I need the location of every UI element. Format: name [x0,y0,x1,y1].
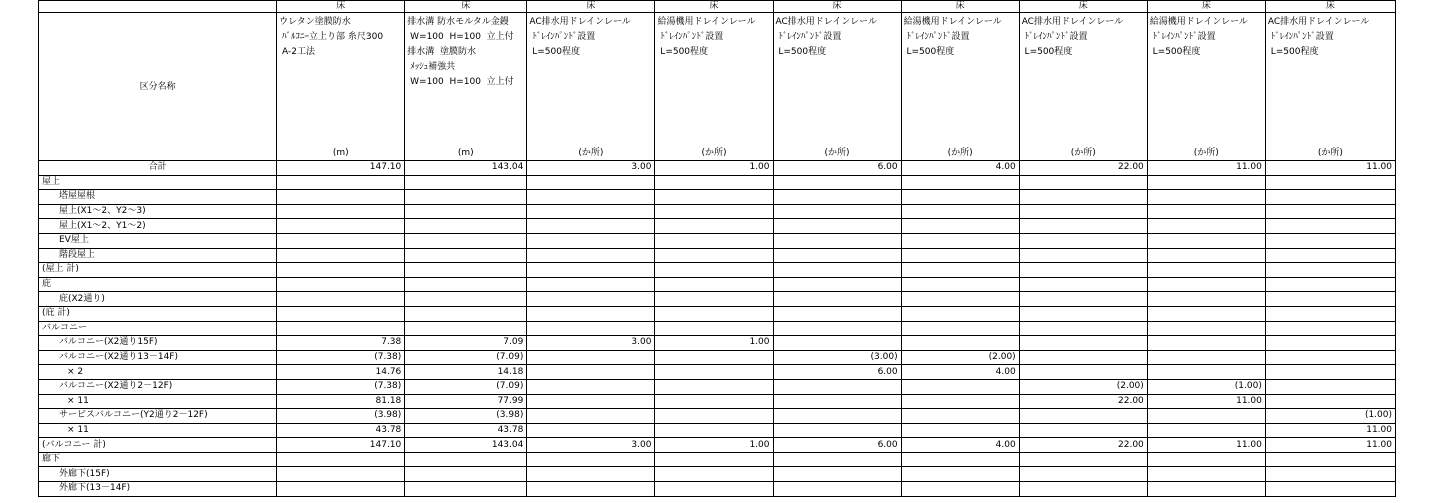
value-cell [277,306,405,321]
table-row [39,350,1396,365]
row-label: EV屋上 [39,233,277,248]
table-row [39,233,1396,248]
row-label: (バルコニー 計) [39,438,277,453]
value-cell: 6.00 [773,365,901,380]
table-row [39,438,1396,453]
value-cell [1019,409,1147,424]
value-cell [277,263,405,278]
header-cell: 床 [901,1,1019,13]
value-cell: 143.04 [405,438,527,453]
value-cell [1019,423,1147,438]
item-unit: (か所) [947,148,973,158]
value-cell [527,365,655,380]
value-cell: 11.00 [1147,438,1265,453]
value-cell [1147,219,1265,234]
value-cell [277,190,405,205]
row-label: 外廊下(13－14F) [39,482,277,497]
value-cell [1019,175,1147,190]
value-cell: 4.00 [901,161,1019,176]
value-cell [901,379,1019,394]
value-cell [901,263,1019,278]
value-cell [1147,423,1265,438]
row-label: 塔屋屋根 [39,190,277,205]
value-cell [1147,467,1265,482]
value-cell [277,482,405,497]
value-cell [1019,306,1147,321]
header-cell: 床 [277,1,405,13]
value-cell: 3.00 [527,336,655,351]
item-unit: (か所) [578,148,604,158]
value-cell [1265,263,1395,278]
value-cell [527,482,655,497]
header-cell: 床 [1265,1,1395,13]
value-cell: 14.18 [405,365,527,380]
value-cell [1019,336,1147,351]
value-cell [773,409,901,424]
table-row [39,365,1396,380]
value-cell [1019,482,1147,497]
value-cell [773,482,901,497]
value-cell [1265,336,1395,351]
item-description: AC排水用ドレインレール ﾄﾞﾚｲﾝﾊﾟﾝﾄﾞ設置 L=500程度 [1267,17,1370,57]
value-cell [901,452,1019,467]
row-label: 屋上(X1～2、Y1～2) [39,219,277,234]
value-cell [1147,292,1265,307]
value-cell [405,306,527,321]
item-description-cell [655,13,773,161]
value-cell [1019,190,1147,205]
row-label: 庇(X2通り) [39,292,277,307]
item-description: 給湯機用ドレインレール ﾄﾞﾚｲﾝﾊﾟﾝﾄﾞ設置 L=500程度 [657,17,756,57]
value-cell [277,321,405,336]
table-row [39,394,1396,409]
value-cell [1147,482,1265,497]
value-cell [527,263,655,278]
item-description-cell [1147,13,1265,161]
value-cell [773,190,901,205]
value-cell [527,379,655,394]
value-cell: 147.10 [277,438,405,453]
value-cell [655,423,773,438]
item-description-cell [277,13,405,161]
value-cell [773,233,901,248]
value-cell [1019,263,1147,278]
table-row [39,482,1396,497]
value-cell [527,233,655,248]
value-cell: 1.00 [655,438,773,453]
value-cell: 22.00 [1019,438,1147,453]
value-cell [655,409,773,424]
value-cell [1147,306,1265,321]
row-label: バルコニー(X2通り13－14F) [39,350,277,365]
value-cell: (7.09) [405,379,527,394]
value-cell [1019,365,1147,380]
value-cell [1147,233,1265,248]
value-cell [655,263,773,278]
row-label: × 11 [39,394,277,409]
value-cell [655,365,773,380]
value-cell [527,292,655,307]
header-cell: 床 [1019,1,1147,13]
value-cell [527,175,655,190]
value-cell [901,423,1019,438]
value-cell [405,467,527,482]
value-cell [773,277,901,292]
value-cell: 81.18 [277,394,405,409]
value-cell [901,394,1019,409]
row-label: 屋上 [39,175,277,190]
value-cell [1147,204,1265,219]
value-cell [655,248,773,263]
value-cell [901,482,1019,497]
value-cell [527,277,655,292]
value-cell: 7.38 [277,336,405,351]
value-cell [773,379,901,394]
value-cell [1019,452,1147,467]
value-cell [1265,219,1395,234]
value-cell [405,175,527,190]
row-label: 屋上(X1～2、Y2～3) [39,204,277,219]
item-description-cell [405,13,527,161]
value-cell: 43.78 [277,423,405,438]
value-cell [1147,321,1265,336]
value-cell: (1.00) [1147,379,1265,394]
row-label: × 11 [39,423,277,438]
item-description: ウレタン塗膜防水 ﾊﾞﾙｺﾆｰ立上り部 糸尺300 A-2工法 [279,17,384,57]
value-cell [405,233,527,248]
value-cell [277,248,405,263]
value-cell [1265,306,1395,321]
value-cell [655,482,773,497]
value-cell [901,233,1019,248]
value-cell [655,394,773,409]
value-cell [1265,204,1395,219]
value-cell [655,306,773,321]
value-cell [405,482,527,497]
value-cell [527,219,655,234]
value-cell: 1.00 [655,161,773,176]
value-cell: (7.38) [277,379,405,394]
item-unit: (か所) [1317,148,1343,158]
value-cell [773,467,901,482]
value-cell: (3.98) [277,409,405,424]
value-cell [1019,292,1147,307]
table-row [39,467,1396,482]
value-cell [1147,365,1265,380]
value-cell [901,248,1019,263]
value-cell [277,292,405,307]
table-row [39,423,1396,438]
value-cell [405,190,527,205]
value-cell [901,175,1019,190]
value-cell: 147.10 [277,161,405,176]
value-cell [527,204,655,219]
value-cell [773,248,901,263]
value-cell: (3.00) [773,350,901,365]
value-cell [901,190,1019,205]
table-row [39,379,1396,394]
item-description-cell [901,13,1019,161]
table-row [39,263,1396,278]
value-cell [1265,292,1395,307]
row-label: (屋上 計) [39,263,277,278]
value-cell [1147,452,1265,467]
value-cell: 3.00 [527,438,655,453]
value-cell [901,292,1019,307]
value-cell [405,277,527,292]
item-unit: (か所) [824,148,850,158]
value-cell [773,175,901,190]
table-row [39,452,1396,467]
value-cell: 6.00 [773,161,901,176]
value-cell [1265,190,1395,205]
description-row [39,13,1396,161]
value-cell: 22.00 [1019,161,1147,176]
value-cell [405,248,527,263]
table-row [39,277,1396,292]
value-cell [1265,277,1395,292]
row-label: 外廊下(15F) [39,467,277,482]
value-cell [1265,233,1395,248]
item-unit: (か所) [1193,148,1219,158]
header-cell: 床 [773,1,901,13]
value-cell [405,321,527,336]
row-label: (庇 計) [39,306,277,321]
value-cell [655,467,773,482]
item-description: AC排水用ドレインレール ﾄﾞﾚｲﾝﾊﾟﾝﾄﾞ設置 L=500程度 [775,17,877,57]
value-cell [1265,379,1395,394]
value-cell [277,452,405,467]
value-cell: 11.00 [1265,438,1395,453]
value-cell: 11.00 [1147,394,1265,409]
value-cell [277,204,405,219]
value-cell: 6.00 [773,438,901,453]
value-cell [655,190,773,205]
value-cell [1265,482,1395,497]
value-cell: (2.00) [1019,379,1147,394]
value-cell [1265,175,1395,190]
value-cell [773,292,901,307]
value-cell [773,306,901,321]
value-cell [773,263,901,278]
value-cell [1265,452,1395,467]
section-label: 区分名称 [39,13,277,161]
value-cell: 22.00 [1019,394,1147,409]
row-label: バルコニー(X2通り15F) [39,336,277,351]
header-corner [39,1,277,13]
value-cell [1147,350,1265,365]
value-cell [1147,190,1265,205]
value-cell [1265,394,1395,409]
table-row [39,409,1396,424]
value-cell [1019,204,1147,219]
row-label: バルコニー(X2通り2－12F) [39,379,277,394]
header-cell: 床 [527,1,655,13]
value-cell [901,336,1019,351]
value-cell [527,409,655,424]
value-cell [901,321,1019,336]
value-cell: 7.09 [405,336,527,351]
value-cell [773,204,901,219]
value-cell [655,233,773,248]
value-cell [655,321,773,336]
table-row [39,306,1396,321]
value-cell [1019,219,1147,234]
row-label: 階段屋上 [39,248,277,263]
value-cell [773,219,901,234]
row-label: × 2 [39,365,277,380]
value-cell [527,423,655,438]
item-description: 排水溝 防水モルタル金鏝 W=100 H=100 立上付 排水溝 塗膜防水 ﾒｯｼｭ補強共 W=100 H=100 立上付 [407,17,514,87]
value-cell [527,190,655,205]
value-cell [405,219,527,234]
item-unit: (か所) [1070,148,1096,158]
header-cell: 床 [1147,1,1265,13]
value-cell [1147,248,1265,263]
table-row [39,219,1396,234]
value-cell [901,467,1019,482]
header-row [39,1,1396,13]
value-cell: 3.00 [527,161,655,176]
estimate-table [38,0,1396,497]
value-cell: (7.38) [277,350,405,365]
value-cell [277,277,405,292]
value-cell: 11.00 [1265,161,1395,176]
value-cell: 43.78 [405,423,527,438]
item-description: 給湯機用ドレインレール ﾄﾞﾚｲﾝﾊﾟﾝﾄﾞ設置 L=500程度 [903,17,1002,57]
value-cell: (3.98) [405,409,527,424]
value-cell: (2.00) [901,350,1019,365]
value-cell [405,263,527,278]
table-row [39,204,1396,219]
row-label: 庇 [39,277,277,292]
item-description-cell [1019,13,1147,161]
value-cell [1265,467,1395,482]
table-row [39,190,1396,205]
value-cell [1147,277,1265,292]
value-cell [1019,467,1147,482]
value-cell: 4.00 [901,438,1019,453]
value-cell [655,175,773,190]
value-cell [527,467,655,482]
table-row [39,321,1396,336]
row-label: 合計 [39,161,277,176]
value-cell [405,452,527,467]
row-label: サービスバルコニー(Y2通り2－12F) [39,409,277,424]
table-row [39,248,1396,263]
value-cell [1147,175,1265,190]
value-cell: 14.76 [277,365,405,380]
value-cell [655,219,773,234]
item-unit: (m) [332,148,349,158]
item-description-cell [527,13,655,161]
value-cell [277,219,405,234]
value-cell [901,409,1019,424]
table-row [39,175,1396,190]
value-cell [901,306,1019,321]
value-cell [1019,233,1147,248]
row-label: バルコニー [39,321,277,336]
value-cell [527,306,655,321]
total-row [39,161,1396,176]
value-cell [1265,365,1395,380]
value-cell [655,204,773,219]
item-unit: (か所) [701,148,727,158]
value-cell [773,452,901,467]
item-description: 給湯機用ドレインレール ﾄﾞﾚｲﾝﾊﾟﾝﾄﾞ設置 L=500程度 [1149,17,1248,57]
value-cell [655,277,773,292]
value-cell [1265,248,1395,263]
value-cell [405,292,527,307]
value-cell [1019,277,1147,292]
value-cell [1147,409,1265,424]
value-cell [277,467,405,482]
value-cell [901,277,1019,292]
table-row [39,292,1396,307]
value-cell [773,336,901,351]
value-cell [773,423,901,438]
value-cell [655,292,773,307]
value-cell [527,321,655,336]
header-cell: 床 [405,1,527,13]
value-cell [277,233,405,248]
value-cell: 11.00 [1147,161,1265,176]
value-cell [901,204,1019,219]
value-cell: 11.00 [1265,423,1395,438]
header-cell: 床 [655,1,773,13]
value-cell: 4.00 [901,365,1019,380]
value-cell [1019,248,1147,263]
value-cell [527,394,655,409]
value-cell: (7.09) [405,350,527,365]
value-cell [1265,321,1395,336]
value-cell: (1.00) [1265,409,1395,424]
value-cell [773,394,901,409]
value-cell: 1.00 [655,336,773,351]
value-cell [1265,350,1395,365]
value-cell [277,175,405,190]
value-cell [405,204,527,219]
value-cell [527,452,655,467]
value-cell: 143.04 [405,161,527,176]
item-description: AC排水用ドレインレール ﾄﾞﾚｲﾝﾊﾟﾝﾄﾞ設置 L=500程度 [1021,17,1124,57]
value-cell [655,379,773,394]
value-cell: 77.99 [405,394,527,409]
value-cell [1019,350,1147,365]
value-cell [655,452,773,467]
value-cell [655,350,773,365]
row-label: 廊下 [39,452,277,467]
item-description-cell [773,13,901,161]
value-cell [527,350,655,365]
value-cell [1019,321,1147,336]
value-cell [527,248,655,263]
item-description-cell [1265,13,1395,161]
item-unit: (m) [457,148,474,158]
item-description: AC排水用ドレインレール ﾄﾞﾚｲﾝﾊﾟﾝﾄﾞ設置 L=500程度 [529,17,631,57]
value-cell [1147,263,1265,278]
table-row [39,336,1396,351]
value-cell [901,219,1019,234]
value-cell [1147,336,1265,351]
value-cell [773,321,901,336]
